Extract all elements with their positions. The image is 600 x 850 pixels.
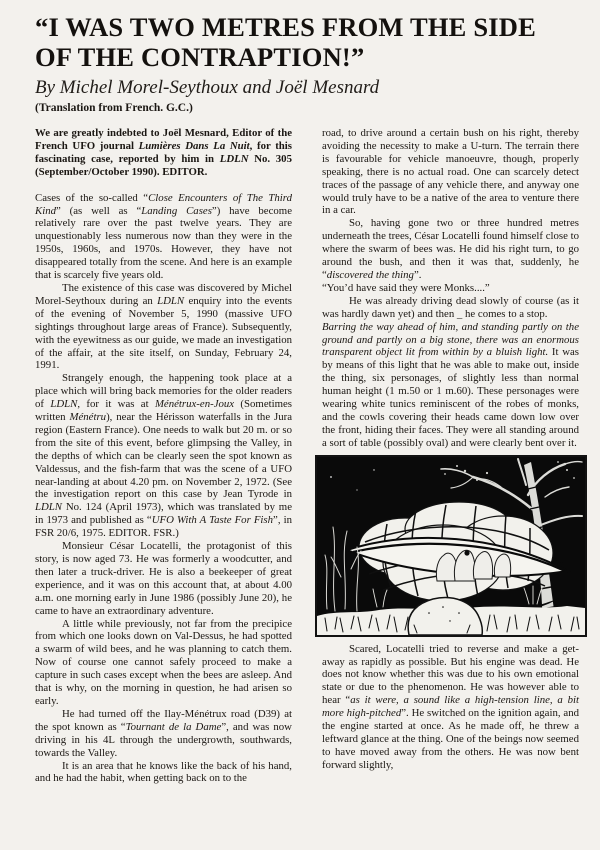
text-run: Ménétrux-en-Joux <box>154 398 235 411</box>
article-header <box>35 12 578 114</box>
text-run: Cases of the so-called “ <box>35 191 149 204</box>
paragraph-monks-quote <box>322 282 579 295</box>
paragraph-existence <box>35 282 292 372</box>
text-run: enquiry into the events of the evening of November 5, 1990 (massive UFO sightings throughout large areas of France). Subsequently, with the eyewitness as our guide, we made an investigation of the affair, at the site itself, on Sunday, February 24, 1991. <box>35 294 292 372</box>
text-run: Close Encounters of The Third Kind <box>35 191 293 217</box>
article-title <box>35 12 578 72</box>
text-run: LDLN <box>157 294 185 307</box>
title-line-1: “I WAS TWO METRES FROM THE SIDE <box>35 12 536 42</box>
text-run: UFO With A Taste For Fish <box>151 514 274 527</box>
paragraph-stop <box>322 295 579 321</box>
text-run: We are greatly indebted to Joël Mesnard, Editor of the French UFO journal <box>35 127 292 152</box>
text-run: ”. He switched on the ignition again, and the engine started at once. As he made off, he threw a leftward glance at the thing. One of the beings now seemed to have moved away from the others. He was now bent forward slightly, <box>322 707 580 771</box>
paragraph-strangely <box>35 372 292 540</box>
paragraph-locatelli <box>35 540 292 617</box>
text-run: ”, in FSR 20/6, 1975. EDITOR. FSR.) <box>35 514 293 540</box>
text-run: Monsieur César Locatelli, the protagonist of this story, is now aged 73. He was formerly a woodcutter, and then later a truck-driver. He is also a beekeeper of great experience, and it was on this account that, at about 4.00 a.m. one morning early in June 1986 (possibly June 20), he came to have an extraordinary adventure. <box>35 540 292 617</box>
text-run: Strangely enough, the happening took place at a place which will bring back memories for the older readers of <box>35 372 292 411</box>
paragraph-barring <box>322 321 579 450</box>
text-run: ”) have become relatively rare over the past twelve years. They are unquestionably less numerous now than they were in the 1950s, 1960s, and 1970s. However, they have not disappeared totally from the scene. And here is an example that is scarcely five years old. <box>35 204 292 282</box>
text-run: LDLN <box>219 152 249 165</box>
paragraph-bush <box>322 127 579 217</box>
text-run: LDLN <box>50 398 78 411</box>
text-run: ” (as well as “ <box>56 204 142 217</box>
text-run: So, having gone two or three hundred metres underneath the trees, César Locatelli found himself close to where the swarm of bees was. He did his right turn, to go around the bush, and then it was that, suddenly, he “ <box>322 217 579 281</box>
paragraph-scared <box>322 643 579 772</box>
text-run: It was by means of this light that he was able to make out, inside the thing, six personages, of slightly less than normal human height (1 m.50 or 1 m.60). These personages were wearing white tunics reminiscent of the robes of monks, and the cowls covering their heads came down low over the front, hiding their faces. They were all standing around a sort of table (possibly oval) and were clearly bent over it. <box>322 346 579 449</box>
text-run: road, to drive around a certain bush on his right, thereby avoiding the necessity to make a U-turn. The terrain there is favourable for vehicle manoeuvre, though, properly speaking, there is no actual road. One can scarcely detect traces of the passage of any vehicle there, and anyway one would truly have to be a native of the area to venture there in a car. <box>322 127 579 217</box>
paragraph-discovery <box>322 217 579 282</box>
ufo-night-scene-drawing <box>317 457 585 635</box>
text-run: It is an area that he knows like the back of his hand, and he had the habit, when getting back on to the <box>35 759 292 785</box>
text-run: Tournant de la Dame <box>125 720 222 733</box>
two-column-body <box>35 127 578 785</box>
text-run: discovered the thing <box>326 268 414 281</box>
text-run: LDLN <box>35 501 63 514</box>
text-run: , for it was at <box>77 398 155 411</box>
byline: By Michel Morel-Seythoux and Joël Mesnard <box>35 77 380 98</box>
text-run: , for this fascinating case, reported by him in <box>35 139 292 165</box>
text-run: ”. <box>413 268 422 281</box>
text-run: He had turned off the Ilay-Ménétrux road (D39) at the spot known as “ <box>35 707 292 733</box>
text-run: ”, and was now driving in his 4L through the undergrowth, southwards, towards the Valley. <box>35 720 292 759</box>
paragraph-road <box>35 708 292 760</box>
text-run: He was already driving dead slowly of course (as it was hardly dawn yet) and then _ he comes to a stop. <box>322 294 579 320</box>
text-run: Ménétru <box>69 411 107 424</box>
text-run: A little while previously, not far from the precipice from which one looks down on Val-Dessus, he had spotted a swarm of wild bees, and he was planning to catch them. Now of course one cannot safely proceed to make a capture in such cases except when the bees are asleep. And that is why, on the morning in question, he had arisen so early. <box>35 617 292 707</box>
text-run: Barring the way ahead of him, and standing partly on the ground and partly on a big stone, there was an enormous transparent object lit from within by a bluish light. <box>322 320 579 359</box>
right-column <box>322 127 579 785</box>
paragraph-bees <box>35 618 292 708</box>
ufo-illustration <box>315 455 587 637</box>
text-run: “You’d have said they were Monks....” <box>322 281 490 294</box>
paragraph-area <box>35 760 292 786</box>
text-run: (Sometimes written <box>35 398 292 424</box>
left-column <box>35 127 292 785</box>
editor-note <box>35 127 292 179</box>
paragraph-cases <box>35 192 292 282</box>
text-run: Landing Cases <box>141 204 212 217</box>
translation-note: (Translation from French. G.C.) <box>35 102 193 114</box>
text-run: Scared, Locatelli tried to reverse and make a get-away as rapidly as possible. But his engine was dead. He does not know whether this was due to his own emotional state or due to the phenomenon. He was however able to hear “ <box>322 642 579 707</box>
title-line-2: OF THE CONTRAPTION!” <box>35 42 365 72</box>
text-run: The existence of this case was discovered by Michel Morel-Seythoux during an <box>35 281 292 307</box>
text-run: No. 305 (September/October 1990). EDITOR. <box>35 152 292 178</box>
text-run: ), near the Hérisson waterfalls in the Jura region (Eastern France). One needs to walk but 20 m. or so from the site of this event, before glimpsing the Valley, in the depths of which can be clearly seen the spot known as Valdessus, and the fish-farm that was the scene of a UFO near-landing at about 4.20 pm. on November 2, 1972. (See the investigation report on this case by Jean Tyrode in <box>35 411 292 501</box>
text-run: No. 124 (April 1973), which was translated by me in 1973 and published as “ <box>35 501 292 527</box>
text-run: Lumières Dans La Nuit <box>138 139 250 152</box>
text-run: as it were, a sound like a high-tension line, a bit more high-pitched <box>322 694 579 720</box>
